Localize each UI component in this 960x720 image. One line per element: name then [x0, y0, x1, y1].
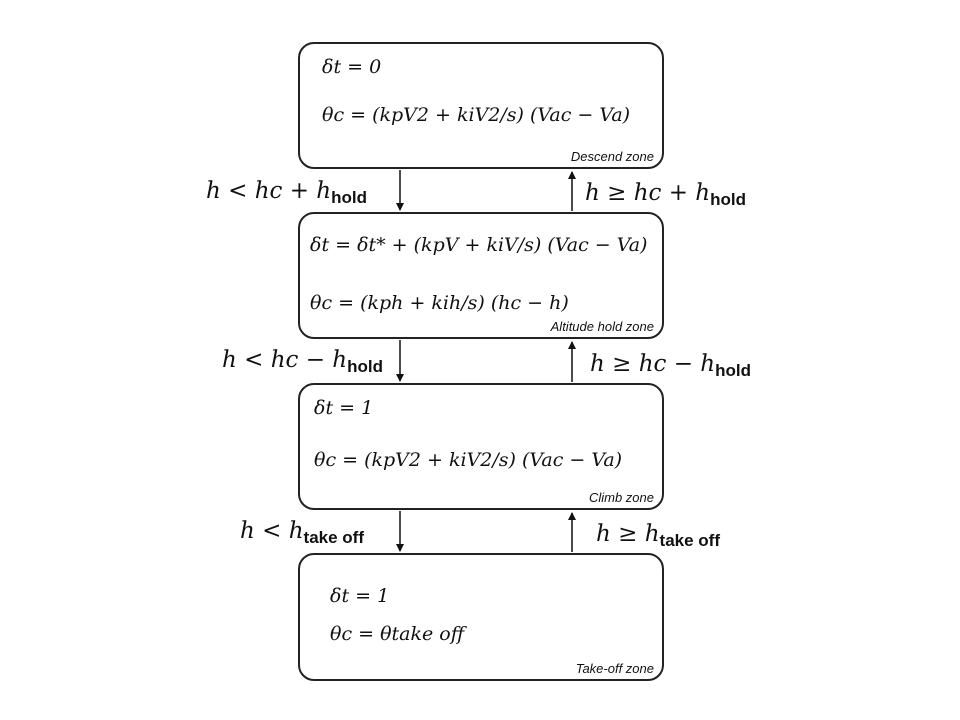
condition-main: h < hc + h: [206, 178, 332, 204]
altitude-hold-zone-label: Altitude hold zone: [550, 319, 654, 334]
altitude-hold-zone-box: [298, 212, 664, 339]
climb-throttle-equation: δt = 1: [314, 397, 374, 419]
condition-main: h ≥ hc − h: [590, 351, 716, 377]
descend-zone-box: [298, 42, 664, 169]
condition-climb-to-hold: [590, 353, 751, 379]
climb-zone-label: Climb zone: [588, 490, 654, 505]
hold-pitch-equation: θc = (kph + kih/s) (hc − h): [310, 292, 569, 314]
descend-zone-label: Descend zone: [570, 149, 654, 164]
condition-hold-to-climb: [222, 349, 383, 375]
hold-throttle-equation: δt = δt* + (kpV + kiV/s) (Vac − Va): [310, 234, 648, 256]
condition-descend-to-hold: [206, 180, 367, 206]
condition-subscript: hold: [710, 190, 746, 209]
condition-hold-to-descend: [585, 182, 746, 208]
condition-main: h < h: [240, 518, 304, 544]
condition-subscript: take off: [659, 531, 720, 550]
takeoff-pitch-equation: θc = θtake off: [330, 623, 465, 645]
climb-pitch-equation: θc = (kpV2 + kiV2/s) (Vac − Va): [314, 449, 623, 471]
takeoff-zone-box: [298, 553, 664, 681]
condition-main: h < hc − h: [222, 347, 348, 373]
descend-throttle-equation: δt = 0: [322, 56, 382, 78]
descend-pitch-equation: θc = (kpV2 + kiV2/s) (Vac − Va): [322, 104, 631, 126]
condition-subscript: hold: [331, 188, 367, 207]
takeoff-throttle-equation: δt = 1: [330, 585, 390, 607]
climb-zone-box: [298, 383, 664, 510]
condition-main: h ≥ h: [596, 521, 660, 547]
condition-takeoff-to-climb: [596, 523, 720, 549]
condition-main: h ≥ hc + h: [585, 180, 711, 206]
condition-subscript: take off: [303, 528, 364, 547]
condition-subscript: hold: [715, 361, 751, 380]
takeoff-zone-label: Take-off zone: [575, 661, 654, 676]
condition-climb-to-takeoff: [240, 520, 364, 546]
condition-subscript: hold: [347, 357, 383, 376]
